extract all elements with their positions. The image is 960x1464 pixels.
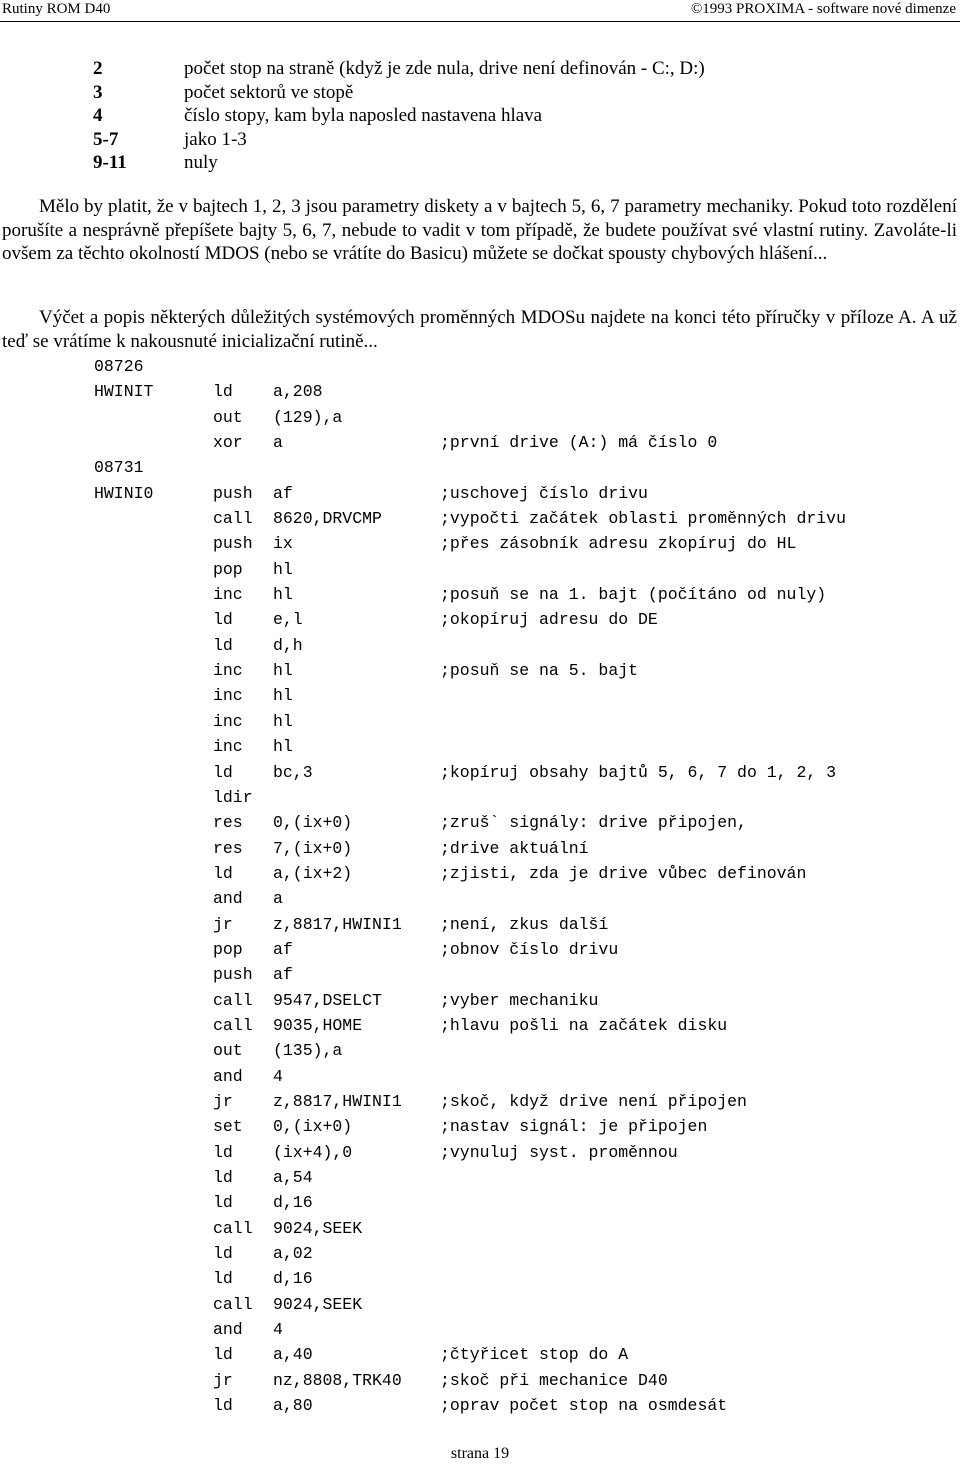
code-opcode: ld bbox=[213, 1396, 233, 1416]
parameter-byte: 2 bbox=[93, 58, 103, 79]
parameter-byte: 4 bbox=[93, 105, 103, 126]
code-opcode: ld bbox=[213, 635, 233, 655]
parameter-row bbox=[93, 57, 705, 81]
code-opcode: call bbox=[213, 1218, 253, 1238]
code-opcode: pop bbox=[213, 939, 243, 959]
code-operand: 7,(ix+0) bbox=[273, 838, 353, 858]
code-opcode: res bbox=[213, 813, 243, 833]
code-opcode: and bbox=[213, 1066, 243, 1086]
parameter-description: počet stop na straně (když je zde nula, drive není definován - C:, D:) bbox=[184, 58, 705, 79]
code-operand: ix bbox=[273, 534, 293, 554]
code-operand: (ix+4),0 bbox=[273, 1142, 353, 1162]
code-comment: ;obnov číslo drivu bbox=[440, 939, 619, 959]
parameter-description: počet sektorů ve stopě bbox=[184, 81, 354, 103]
code-opcode: ld bbox=[213, 1269, 233, 1289]
code-operand: z,8817,HWINI1 bbox=[273, 1091, 402, 1111]
code-opcode: call bbox=[213, 1015, 253, 1035]
code-opcode: xor bbox=[213, 433, 243, 453]
code-operand: (135),a bbox=[273, 1041, 343, 1061]
code-operand: a,40 bbox=[273, 1345, 313, 1365]
code-opcode: and bbox=[213, 1320, 243, 1340]
code-comment: ;okopíruj adresu do DE bbox=[440, 610, 658, 630]
code-operand: a,(ix+2) bbox=[273, 863, 353, 883]
code-comment: ;kopíruj obsahy bajtů 5, 6, 7 do 1, 2, 3 bbox=[440, 762, 837, 782]
page-header bbox=[0, 0, 960, 20]
code-opcode: push bbox=[213, 534, 253, 554]
code-operand: a,02 bbox=[273, 1244, 313, 1264]
code-comment: ;zjisti, zda je drive vůbec definován bbox=[440, 863, 807, 883]
code-operand: 8620,DRVCMP bbox=[273, 509, 382, 529]
code-comment: ;hlavu pošli na začátek disku bbox=[440, 1015, 728, 1035]
code-opcode: inc bbox=[213, 585, 243, 605]
code-comment: ;přes zásobník adresu zkopíruj do HL bbox=[440, 534, 797, 554]
code-operand: 9024,SEEK bbox=[273, 1294, 363, 1314]
parameter-list bbox=[93, 57, 705, 175]
code-opcode: inc bbox=[213, 737, 243, 757]
paragraph-disk-parameters: Mělo by platit, že v bajtech 1, 2, 3 jsou parametry diskety a v bajtech 5, 6, 7 parametry mechaniky. Pokud toto rozdělení porušíte a nesprávně přepíšete bajty 5, 6, 7, nebude to vadit v tom případě, že budete používat své vlastní rutiny. Zavoláte-li ovšem za těchto okolností MDOS (nebo se vrátíte do Basicu) můžete se dočkat spousty chybových hlášení... bbox=[2, 196, 957, 264]
code-operand: 4 bbox=[273, 1066, 283, 1086]
code-label: HWINI0 bbox=[94, 483, 154, 503]
code-opcode: call bbox=[213, 1294, 253, 1314]
code-comment: ;oprav počet stop na osmdesát bbox=[440, 1396, 728, 1416]
code-operand: 0,(ix+0) bbox=[273, 1117, 353, 1137]
code-operand: hl bbox=[273, 737, 293, 757]
code-opcode: pop bbox=[213, 559, 243, 579]
code-comment: ;posuň se na 1. bajt (počítáno od nuly) bbox=[440, 585, 827, 605]
code-operand: a bbox=[273, 889, 283, 909]
code-operand: z,8817,HWINI1 bbox=[273, 914, 402, 934]
parameter-row bbox=[93, 128, 705, 152]
parameter-byte: 3 bbox=[93, 81, 103, 103]
code-comment: ;zruš` signály: drive připojen, bbox=[440, 813, 747, 833]
parameter-row bbox=[93, 151, 705, 175]
code-opcode: inc bbox=[213, 686, 243, 706]
code-opcode: set bbox=[213, 1117, 243, 1137]
code-comment: ;čtyřicet stop do A bbox=[440, 1345, 629, 1365]
code-opcode: inc bbox=[213, 711, 243, 731]
parameter-row bbox=[93, 104, 705, 128]
code-operand: bc,3 bbox=[273, 762, 313, 782]
code-operand: hl bbox=[273, 711, 293, 731]
code-operand: nz,8808,TRK40 bbox=[273, 1370, 402, 1390]
code-opcode: ld bbox=[213, 863, 233, 883]
code-operand: 0,(ix+0) bbox=[273, 813, 353, 833]
code-opcode: call bbox=[213, 509, 253, 529]
parameter-description: nuly bbox=[184, 152, 218, 173]
code-opcode: ld bbox=[213, 762, 233, 782]
parameter-byte: 5-7 bbox=[93, 128, 119, 150]
code-opcode: ld bbox=[213, 1193, 233, 1213]
code-opcode: jr bbox=[213, 1091, 233, 1111]
code-operand: d,h bbox=[273, 635, 303, 655]
code-operand: hl bbox=[273, 585, 293, 605]
code-comment: ;skoč při mechanice D40 bbox=[440, 1370, 668, 1390]
code-operand: d,16 bbox=[273, 1193, 313, 1213]
code-opcode: push bbox=[213, 965, 253, 985]
code-operand: a bbox=[273, 433, 283, 453]
code-comment: ;posuň se na 5. bajt bbox=[440, 661, 639, 681]
page-number: strana 19 bbox=[450, 1445, 510, 1462]
parameter-byte: 9-11 bbox=[93, 152, 127, 173]
code-operand: af bbox=[273, 965, 293, 985]
code-opcode: ld bbox=[213, 610, 233, 630]
code-comment: ;není, zkus další bbox=[440, 914, 609, 934]
code-operand: 9547,DSELCT bbox=[273, 990, 382, 1010]
code-opcode: call bbox=[213, 990, 253, 1010]
code-comment: ;vypočti začátek oblasti proměnných drivu bbox=[440, 509, 846, 529]
code-operand: hl bbox=[273, 559, 293, 579]
code-opcode: jr bbox=[213, 1370, 233, 1390]
code-opcode: push bbox=[213, 483, 253, 503]
code-opcode: out bbox=[213, 407, 243, 427]
code-operand: a,208 bbox=[273, 382, 323, 402]
header-title: Rutiny ROM D40 bbox=[2, 1, 111, 17]
parameter-description: číslo stopy, kam byla naposled nastavena hlava bbox=[184, 105, 543, 126]
code-comment: ;uschovej číslo drivu bbox=[440, 483, 648, 503]
code-opcode: ld bbox=[213, 1142, 233, 1162]
code-operand: af bbox=[273, 939, 293, 959]
code-operand: a,54 bbox=[273, 1168, 313, 1187]
paragraph-system-variables: Výčet a popis některých důležitých systémových proměnných MDOSu najdete na konci této příručky v příloze A. A už teď se vrátíme k nakousnuté inicializační rutině... bbox=[2, 307, 957, 352]
header-rule bbox=[0, 21, 960, 22]
code-operand: d,16 bbox=[273, 1269, 313, 1289]
code-comment: ;vyber mechaniku bbox=[440, 990, 599, 1010]
code-opcode: out bbox=[213, 1041, 243, 1061]
code-opcode: ld bbox=[213, 1168, 233, 1187]
code-opcode: jr bbox=[213, 914, 233, 934]
code-label: HWINIT bbox=[94, 382, 154, 402]
parameter-description: jako 1-3 bbox=[184, 128, 247, 150]
code-operand: 9035,HOME bbox=[273, 1015, 363, 1035]
code-opcode: res bbox=[213, 838, 243, 858]
code-label: 08726 bbox=[94, 357, 144, 376]
code-opcode: inc bbox=[213, 661, 243, 681]
parameter-row bbox=[93, 81, 705, 105]
code-comment: ;skoč, když drive není připojen bbox=[440, 1091, 747, 1111]
code-opcode: ld bbox=[213, 1244, 233, 1264]
code-operand: 9024,SEEK bbox=[273, 1218, 363, 1238]
code-comment: ;nastav signál: je připojen bbox=[440, 1117, 708, 1137]
header-copyright: ©1993 PROXIMA - software nové dimenze bbox=[690, 1, 956, 17]
code-operand: e,l bbox=[273, 610, 303, 630]
code-opcode: and bbox=[213, 889, 243, 909]
code-comment: ;drive aktuální bbox=[440, 838, 589, 858]
code-label: 08731 bbox=[94, 458, 144, 478]
code-comment: ;první drive (A:) má číslo 0 bbox=[440, 433, 718, 453]
code-comment: ;vynuluj syst. proměnnou bbox=[440, 1142, 678, 1162]
code-operand: a,80 bbox=[273, 1396, 313, 1416]
code-opcode: ldir bbox=[213, 787, 253, 807]
code-operand: 4 bbox=[273, 1320, 283, 1340]
code-operand: hl bbox=[273, 661, 293, 681]
code-operand: hl bbox=[273, 686, 293, 706]
code-opcode: ld bbox=[213, 1345, 233, 1365]
code-operand: af bbox=[273, 483, 293, 503]
code-operand: (129),a bbox=[273, 407, 343, 427]
code-opcode: ld bbox=[213, 382, 233, 402]
